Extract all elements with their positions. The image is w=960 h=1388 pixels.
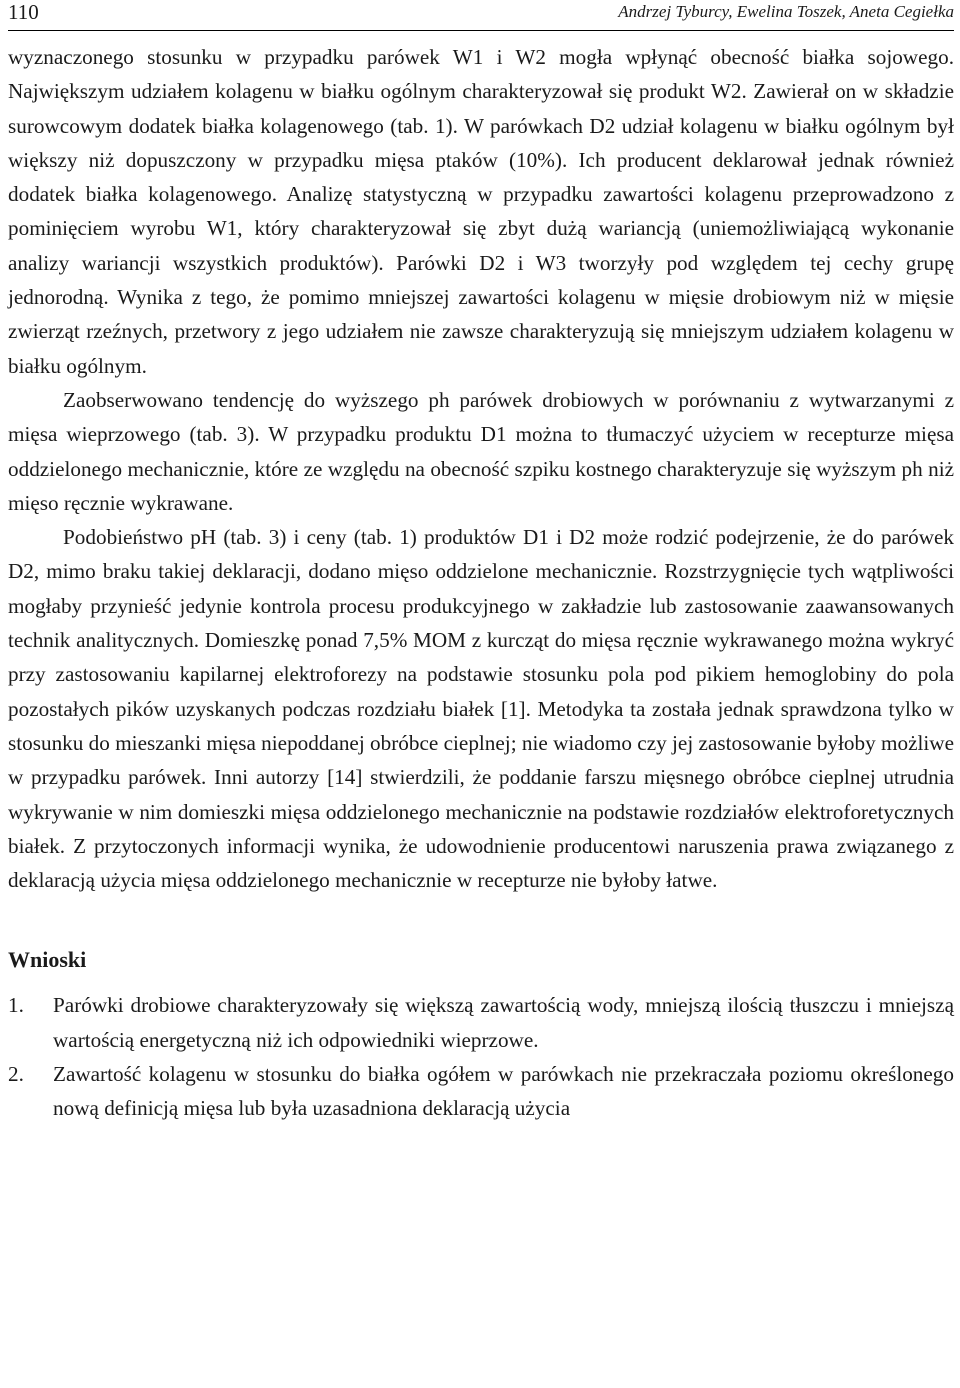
running-head-authors: Andrzej Tyburcy, Ewelina Toszek, Aneta Cegiełka [618, 2, 954, 21]
list-item [8, 988, 954, 1057]
list-item [8, 1057, 954, 1126]
section-heading-conclusions: Wnioski [8, 947, 87, 973]
body-paragraph: wyznaczonego stosunku w przypadku parówek W1 i W2 mogła wpłynąć obecność białka sojowego. Największym udziałem kolagenu w białku ogólnym charakteryzował się produkt W2. Zawierał on w składzie surowcowym dodatek białka kolagenowego (tab. 1). W parówkach D2 udział kolagenu w białku ogólnym był większy niż dopuszczony w przypadku mięsa ptaków (10%). Ich producent deklarował jednak również dodatek białka kolagenowego. Analizę statystyczną w przypadku zawartości kolagenu przeprowadzono z pominięciem wyrobu W1, który charakteryzował się zbyt dużą wariancją (uniemożliwiającą wykonanie analizy wariancji wszystkich produktów). Parówki D2 i W3 tworzyły pod względem tej cechy grupę jednorodną. Wynika z tego, że pomimo mniejszej zawartości kolagenu w mięsie drobiowym niż w mięsie zwierząt rzeźnych, przetwory z jego udziałem nie zawsze charakteryzują się mniejszym udziałem kolagenu w białku ogólnym. [8, 45, 954, 378]
header-divider [8, 30, 954, 31]
body-paragraph: Zaobserwowano tendencję do wyższego ph parówek drobiowych w porównaniu z wytwarzanymi z mięsa wieprzowego (tab. 3). W przypadku produktu D1 można to tłumaczyć użyciem w recepturze mięsa oddzielonego mechanicznie, które ze względu na obecność szpiku kostnego charakteryzuje się wyższym ph niż mięso ręcznie wykrawane. [8, 387, 954, 515]
page-body [8, 40, 954, 1126]
list-item-text: Zawartość kolagenu w stosunku do białka ogółem w parówkach nie przekraczała poziomu określonego nową definicją mięsa lub była uzasadniona deklaracją użycia [53, 1062, 954, 1121]
list-item-number: 1. [8, 993, 24, 1018]
conclusions-list [8, 988, 954, 1125]
page-number: 110 [8, 0, 39, 24]
list-item-number: 2. [8, 1062, 24, 1087]
page-header [8, 0, 954, 26]
body-paragraph: Podobieństwo pH (tab. 3) i ceny (tab. 1) produktów D1 i D2 może rodzić podejrzenie, że do parówek D2, mimo braku takiej deklaracji, dodano mięso oddzielone mechanicznie. Rozstrzygnięcie tych wątpliwości mogłaby przynieść jedynie kontrola procesu produkcyjnego w zakładzie lub zastosowanie zaawansowanych technik analitycznych. Domieszkę ponad 7,5% MOM z kurcząt do mięsa ręcznie wykrawanego można wykryć przy zastosowaniu kapilarnej elektroforezy na podstawie stosunku pola pod pikiem hemoglobiny do pola pozostałych pików uzyskanych podczas rozdziału białek [1]. Metodyka ta została jednak sprawdzona tylko w stosunku do mieszanki mięsa niepoddanej obróbce cieplnej; nie wiadomo czy jej zastosowanie byłoby możliwe w przypadku parówek. Inni autorzy [14] stwierdzili, że poddanie farszu mięsnego obróbce cieplnej utrudnia wykrywanie w nim domieszki mięsa oddzielonego mechanicznie na podstawie rozdziałów elektroforetycznych białek. Z przytoczonych informacji wynika, że udowodnienie producentowi naruszenia prawa związanego z deklaracją użycia mięsa oddzielonego mechanicznie w recepturze nie byłoby łatwe. [8, 525, 954, 893]
list-item-text: Parówki drobiowe charakteryzowały się większą zawartością wody, mniejszą ilością tłuszczu i mniejszą wartością energetyczną niż ich odpowiedniki wieprzowe. [53, 993, 954, 1052]
